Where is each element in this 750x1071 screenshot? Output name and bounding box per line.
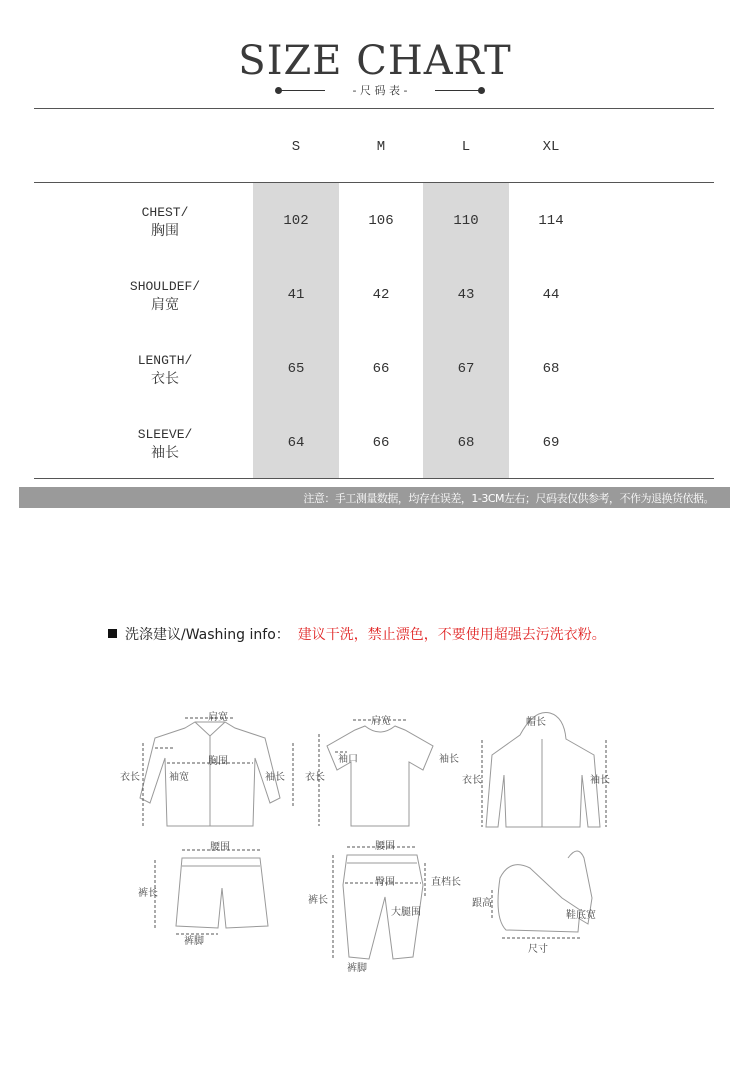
table-cell: 66 <box>372 435 390 451</box>
table-cell: 106 <box>368 213 394 229</box>
row-label-sleeve <box>100 426 230 462</box>
label-sole-width: 鞋底宽 <box>566 910 596 921</box>
label-hip: 臀围 <box>375 877 395 888</box>
table-cell: 66 <box>372 361 390 377</box>
label-cuff: 袖口 <box>338 754 358 765</box>
row-label-shoulder <box>100 278 230 314</box>
label-chest: 胸围 <box>208 756 228 767</box>
label-length: 衣长 <box>305 772 325 783</box>
divider-right <box>435 90 479 91</box>
table-cell: 65 <box>287 361 305 377</box>
label-hat: 帽长 <box>526 717 546 728</box>
table-cell: 69 <box>542 435 560 451</box>
table-cell: 64 <box>287 435 305 451</box>
label-sleeve: 袖长 <box>439 754 459 765</box>
page-subtitle <box>275 82 485 98</box>
dot-right-icon <box>478 87 485 94</box>
table-cell: 68 <box>542 361 560 377</box>
label-hem: 裤脚 <box>184 936 204 947</box>
table-cell: 43 <box>457 287 475 303</box>
column-header-xl: XL <box>542 139 560 155</box>
column-header-m: M <box>376 139 386 155</box>
shoe-diagram <box>470 838 620 958</box>
label-thigh: 大腿围 <box>391 907 421 918</box>
tshirt-diagram <box>305 708 465 833</box>
shorts-diagram <box>130 838 290 948</box>
row-label-cn: 胸围 <box>151 223 179 239</box>
note-text: 注意：手工测量数据，均存在误差，1-3CM左右；尺码表仅供参考，不作为退换货依据。 <box>303 492 714 505</box>
row-label-length <box>100 352 230 388</box>
row-label-en: LENGTH/ <box>137 353 193 368</box>
label-sleeve: 袖长 <box>265 772 285 783</box>
shirt-diagram <box>115 708 305 833</box>
label-length: 裤长 <box>138 888 158 899</box>
label-shoulder: 肩宽 <box>371 716 391 727</box>
table-cell: 102 <box>283 213 309 229</box>
label-length: 衣长 <box>462 775 482 786</box>
table-cell: 41 <box>287 287 305 303</box>
column-header-s: S <box>291 139 301 155</box>
label-hem: 裤脚 <box>347 963 367 974</box>
row-label-cn: 袖长 <box>151 445 179 461</box>
table-cell: 44 <box>542 287 560 303</box>
note-bar <box>19 487 730 508</box>
label-length: 裤长 <box>308 895 328 906</box>
subtitle-text: - 尺 码 表 - <box>352 84 408 97</box>
label-waist: 腰围 <box>210 842 230 853</box>
label-waist: 腰围 <box>375 841 395 852</box>
table-cell: 110 <box>453 213 479 229</box>
row-label-en: SLEEVE/ <box>137 427 193 442</box>
washing-advice: 建议干洗，禁止漂色，不要使用超强去污洗衣粉。 <box>297 627 606 643</box>
label-shoulder: 肩宽 <box>208 712 228 723</box>
hoodie-diagram <box>462 705 622 833</box>
label-length: 衣长 <box>120 772 140 783</box>
page-title: SIZE CHART <box>238 38 512 84</box>
washing-label: 洗涤建议/Washing info： <box>125 627 290 643</box>
row-label-en: CHEST/ <box>141 205 189 220</box>
table-cell: 42 <box>372 287 390 303</box>
row-label-cn: 衣长 <box>151 371 179 387</box>
table-cell: 114 <box>538 213 564 229</box>
label-rise: 直档长 <box>431 877 461 888</box>
row-label-chest <box>100 204 230 240</box>
pants-icon <box>305 835 475 971</box>
table-cell: 67 <box>457 361 475 377</box>
label-sleeve-width: 袖宽 <box>169 772 189 783</box>
label-sleeve: 袖长 <box>590 775 610 786</box>
label-size: 尺寸 <box>528 944 548 955</box>
table-cell: 68 <box>457 435 475 451</box>
column-header-l: L <box>461 139 471 155</box>
row-label-cn: 肩宽 <box>151 297 179 313</box>
bullet-square-icon <box>108 629 117 638</box>
washing-info <box>108 624 606 644</box>
table-bottom-rule <box>34 478 714 479</box>
table-top-rule <box>34 108 714 109</box>
pants-diagram <box>305 835 475 974</box>
label-heel: 跟高 <box>472 898 492 909</box>
row-label-en: SHOULDEF/ <box>129 279 201 294</box>
table-header-rule <box>34 182 714 183</box>
